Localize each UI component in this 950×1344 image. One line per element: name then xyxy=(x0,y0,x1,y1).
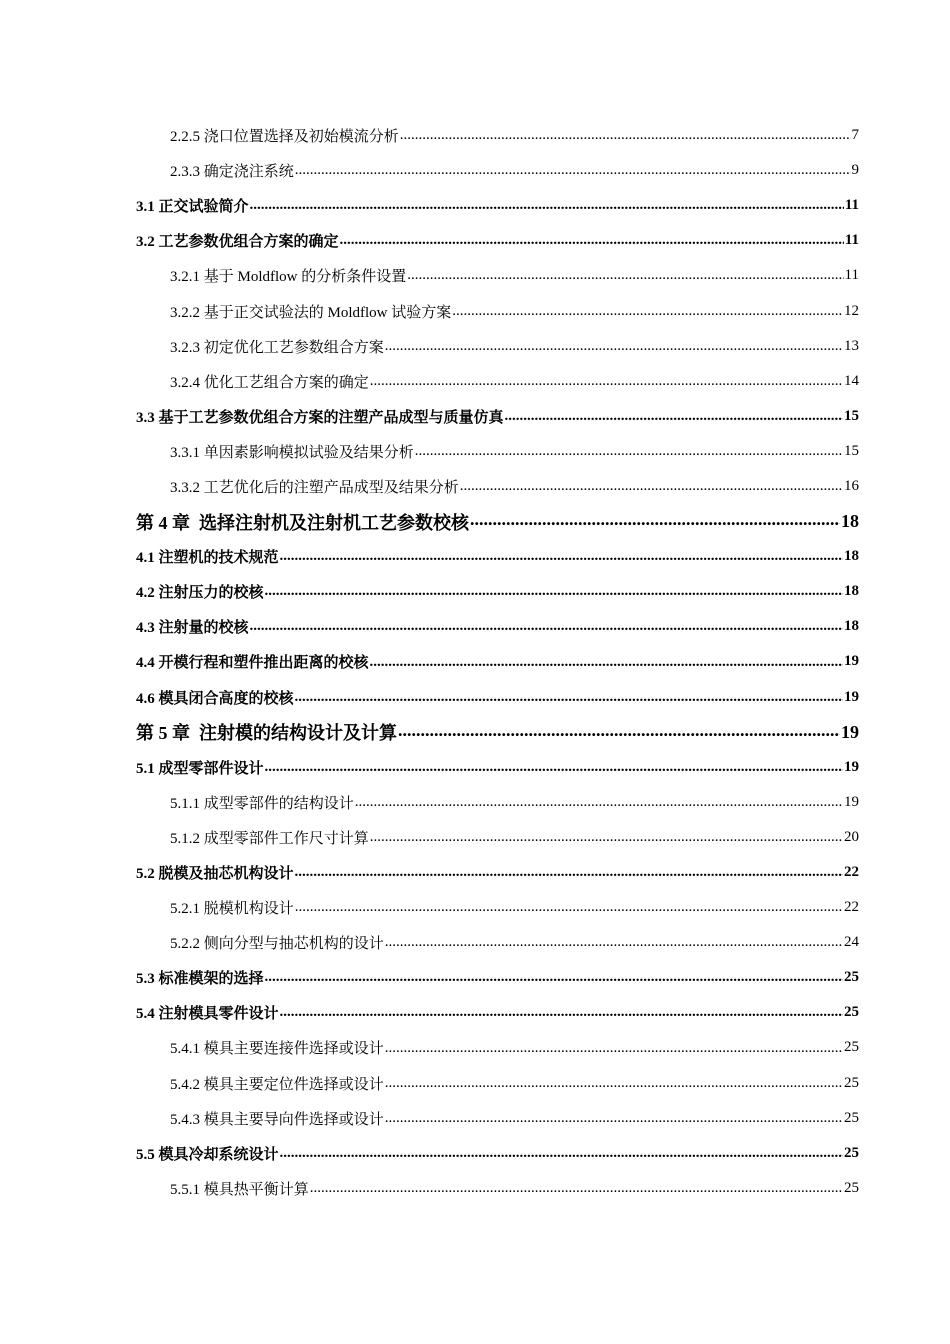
toc-subsection-entry[interactable] xyxy=(0,434,950,469)
toc-entry-title: 4.3 注射量的校核 xyxy=(136,620,249,637)
toc-section-entry[interactable] xyxy=(0,609,950,644)
toc-dot-leader xyxy=(295,865,843,890)
toc-page-number: 14 xyxy=(844,372,859,389)
toc-page-number: 9 xyxy=(851,162,859,179)
toc-section-entry[interactable] xyxy=(0,223,950,258)
toc-entry-title: 3.2.2 基于正交试验法的 Moldflow 试验方案 xyxy=(170,304,452,321)
toc-section-entry[interactable] xyxy=(0,188,950,223)
toc-entry-title: 3.2 工艺参数优组合方案的确定 xyxy=(136,234,339,251)
toc-entry-title: 3.2.3 初定优化工艺参数组合方案 xyxy=(170,339,384,356)
toc-dot-leader xyxy=(295,690,843,715)
toc-entry-title: 5.2.2 侧向分型与抽芯机构的设计 xyxy=(170,936,384,953)
toc-section-entry[interactable] xyxy=(0,399,950,434)
toc-dot-leader xyxy=(280,1005,843,1030)
toc-dot-leader xyxy=(400,128,851,153)
toc-page-number: 19 xyxy=(844,688,859,705)
toc-entry-title: 5.2 脱模及抽芯机构设计 xyxy=(136,866,294,883)
toc-page-number: 24 xyxy=(844,934,859,951)
toc-dot-leader xyxy=(460,479,843,504)
toc-page-number: 19 xyxy=(844,758,859,775)
toc-subsection-entry[interactable] xyxy=(0,820,950,855)
toc-dot-leader xyxy=(370,655,843,680)
toc-dot-leader xyxy=(265,760,843,785)
toc-subsection-entry[interactable] xyxy=(0,1066,950,1101)
toc-entry-title: 5.4.3 模具主要导向件选择或设计 xyxy=(170,1111,384,1128)
toc-page-number: 25 xyxy=(844,1109,859,1126)
toc-dot-leader xyxy=(340,233,844,258)
toc-entry-title: 5.4.2 模具主要定位件选择或设计 xyxy=(170,1076,384,1093)
toc-page-number: 20 xyxy=(844,828,859,845)
toc-dot-leader xyxy=(398,721,840,750)
toc-subsection-entry[interactable] xyxy=(0,469,950,504)
toc-page-number: 25 xyxy=(844,969,859,986)
toc-page-number: 18 xyxy=(841,511,859,532)
toc-subsection-entry[interactable] xyxy=(0,258,950,293)
toc-dot-leader xyxy=(385,1041,843,1066)
toc-section-entry[interactable] xyxy=(0,680,950,715)
toc-dot-leader xyxy=(415,444,843,469)
toc-dot-leader xyxy=(385,935,843,960)
toc-page-number: 22 xyxy=(844,899,859,916)
toc-subsection-entry[interactable] xyxy=(0,1101,950,1136)
toc-section-entry[interactable] xyxy=(0,960,950,995)
toc-dot-leader xyxy=(295,900,843,925)
toc-page-number: 18 xyxy=(844,583,859,600)
toc-dot-leader xyxy=(265,584,843,609)
toc-subsection-entry[interactable] xyxy=(0,785,950,820)
toc-entry-title: 5.4 注射模具零件设计 xyxy=(136,1006,279,1023)
toc-entry-title: 4.6 模具闭合高度的校核 xyxy=(136,690,294,707)
toc-subsection-entry[interactable] xyxy=(0,1030,950,1065)
toc-dot-leader xyxy=(265,970,843,995)
toc-page-number: 15 xyxy=(844,407,859,424)
toc-page-number: 16 xyxy=(844,477,859,494)
toc-section-entry[interactable] xyxy=(0,539,950,574)
toc-subsection-entry[interactable] xyxy=(0,364,950,399)
toc-subsection-entry[interactable] xyxy=(0,925,950,960)
toc-page-number: 25 xyxy=(844,1179,859,1196)
toc-page-number: 7 xyxy=(851,127,859,144)
toc-entry-title: 5.1 成型零部件设计 xyxy=(136,760,264,777)
toc-section-entry[interactable] xyxy=(0,995,950,1030)
toc-dot-leader xyxy=(385,1111,843,1136)
toc-entry-title: 4.4 开模行程和塑件推出距离的校核 xyxy=(136,655,369,672)
toc-entry-title: 第 4 章 选择注射机及注射机工艺参数校核 xyxy=(136,512,469,533)
toc-entry-title: 5.5.1 模具热平衡计算 xyxy=(170,1181,309,1198)
toc-page-number: 13 xyxy=(844,337,859,354)
toc-dot-leader xyxy=(385,339,843,364)
toc-dot-leader xyxy=(505,409,843,434)
toc-entry-title: 3.3.1 单因素影响模拟试验及结果分析 xyxy=(170,444,414,461)
toc-subsection-entry[interactable] xyxy=(0,293,950,328)
toc-chapter-entry[interactable] xyxy=(0,504,950,539)
toc-entry-title: 2.3.3 确定浇注系统 xyxy=(170,164,294,181)
toc-page-number: 19 xyxy=(844,653,859,670)
toc-page-number: 18 xyxy=(844,548,859,565)
toc-subsection-entry[interactable] xyxy=(0,153,950,188)
toc-subsection-entry[interactable] xyxy=(0,329,950,364)
toc-section-entry[interactable] xyxy=(0,574,950,609)
toc-dot-leader xyxy=(355,795,843,820)
toc-dot-leader xyxy=(295,163,851,188)
toc-subsection-entry[interactable] xyxy=(0,118,950,153)
toc-entry-title: 5.5 模具冷却系统设计 xyxy=(136,1146,279,1163)
toc-dot-leader xyxy=(470,510,840,539)
toc-section-entry[interactable] xyxy=(0,1136,950,1171)
toc-entry-title: 5.1.1 成型零部件的结构设计 xyxy=(170,795,354,812)
toc-page-number: 18 xyxy=(844,618,859,635)
toc-entry-title: 3.2.1 基于 Moldflow 的分析条件设置 xyxy=(170,269,407,286)
toc-page-number: 19 xyxy=(844,793,859,810)
toc-page-number: 22 xyxy=(844,864,859,881)
toc-entry-title: 4.1 注塑机的技术规范 xyxy=(136,550,279,567)
toc-entry-title: 3.2.4 优化工艺组合方案的确定 xyxy=(170,374,369,391)
toc-page-number: 11 xyxy=(844,232,859,249)
toc-dot-leader xyxy=(250,198,844,223)
toc-dot-leader xyxy=(280,1146,843,1171)
toc-entry-title: 3.3 基于工艺参数优组合方案的注塑产品成型与质量仿真 xyxy=(136,409,504,426)
toc-entry-title: 第 5 章 注射模的结构设计及计算 xyxy=(136,723,397,744)
toc-entry-title: 5.1.2 成型零部件工作尺寸计算 xyxy=(170,830,369,847)
table-of-contents xyxy=(0,118,950,1206)
toc-dot-leader xyxy=(280,549,843,574)
toc-section-entry[interactable] xyxy=(0,644,950,679)
toc-page-number: 25 xyxy=(844,1144,859,1161)
toc-page-number: 25 xyxy=(844,1004,859,1021)
toc-entry-title: 5.2.1 脱模机构设计 xyxy=(170,901,294,918)
toc-dot-leader xyxy=(452,304,843,329)
toc-dot-leader xyxy=(250,619,843,644)
toc-dot-leader xyxy=(407,268,843,293)
toc-entry-title: 5.4.1 模具主要连接件选择或设计 xyxy=(170,1041,384,1058)
toc-subsection-entry[interactable] xyxy=(0,1171,950,1206)
toc-dot-leader xyxy=(385,1076,843,1101)
toc-chapter-entry[interactable] xyxy=(0,715,950,750)
toc-entry-title: 5.3 标准模架的选择 xyxy=(136,971,264,988)
toc-page-number: 19 xyxy=(841,721,859,742)
toc-page-number: 25 xyxy=(844,1039,859,1056)
toc-entry-title: 2.2.5 浇口位置选择及初始模流分析 xyxy=(170,129,399,146)
toc-entry-title: 3.1 正交试验简介 xyxy=(136,199,249,216)
toc-page-number: 11 xyxy=(844,267,859,284)
toc-dot-leader xyxy=(370,374,843,399)
toc-section-entry[interactable] xyxy=(0,750,950,785)
toc-page-number: 15 xyxy=(844,442,859,459)
toc-section-entry[interactable] xyxy=(0,855,950,890)
toc-entry-title: 3.3.2 工艺优化后的注塑产品成型及结果分析 xyxy=(170,479,459,496)
toc-dot-leader xyxy=(370,830,843,855)
toc-page-number: 12 xyxy=(844,302,859,319)
toc-dot-leader xyxy=(310,1181,843,1206)
toc-page-number: 25 xyxy=(844,1074,859,1091)
toc-page-number: 11 xyxy=(844,197,859,214)
toc-entry-title: 4.2 注射压力的校核 xyxy=(136,585,264,602)
toc-subsection-entry[interactable] xyxy=(0,890,950,925)
